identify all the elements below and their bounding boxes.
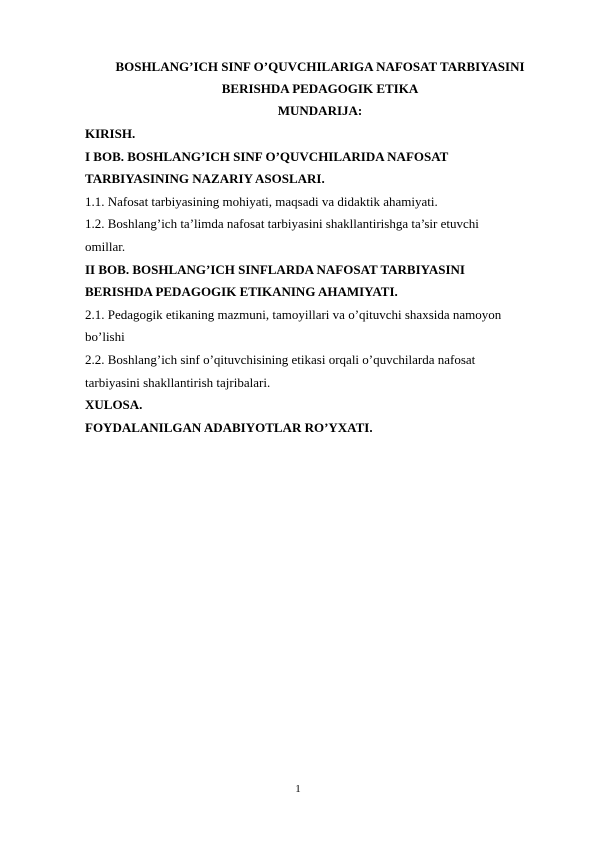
toc-entry-chapter-2-line-1: II BOB. BOSHLANG’ICH SINFLARDA NAFOSAT TARBIYASINI xyxy=(85,261,465,277)
table-of-contents xyxy=(85,123,555,439)
toc-entry-section-1-2-line-2: omillar. xyxy=(85,238,126,254)
table-of-contents-heading: MUNDARIJA: xyxy=(277,103,363,118)
toc-entry-chapter-1-line-1: I BOB. BOSHLANG’ICH SINF O’QUVCHILARIDA NAFOSAT xyxy=(85,148,449,164)
page-number: 1 xyxy=(295,783,301,795)
toc-entry-section-1-2-line-1: 1.2. Boshlang’ich ta’limda nafosat tarbiyasini shakllantirishga ta’sir etuvchi xyxy=(85,216,479,232)
toc-entry-introduction: KIRISH. xyxy=(85,126,136,141)
toc-entry-chapter-1-line-2: TARBIYASINING NAZARIY ASOSLARI. xyxy=(85,171,325,187)
toc-entry-section-2-2-line-1: 2.2. Boshlang’ich sinf o’qituvchisining etikasi orqali o’quvchilarda nafosat xyxy=(85,351,476,367)
toc-entry-section-2-1-line-2: bo’lishi xyxy=(85,329,125,345)
toc-entry-chapter-2-line-2: BERISHDA PEDAGOGIK ETIKANING AHAMIYATI. xyxy=(85,284,398,300)
toc-entry-conclusion: XULOSA. xyxy=(85,397,143,413)
toc-entry-section-2-1-line-1: 2.1. Pedagogik etikaning mazmuni, tamoyillari va o’qituvchi shaxsida namoyon xyxy=(85,306,502,322)
toc-entry-section-2-2-line-2: tarbiyasini shakllantirish tajribalari. xyxy=(85,374,271,390)
document-title-line-2: BERISHDA PEDAGOGIK ETIKA xyxy=(221,81,419,96)
title-block xyxy=(60,56,580,122)
document-title-line-1: BOSHLANG’ICH SINF O’QUVCHILARIGA NAFOSAT TARBIYASINI xyxy=(115,59,525,74)
toc-entry-references: FOYDALANILGAN ADABIYOTLAR RO’YXATI. xyxy=(85,419,373,435)
toc-entry-section-1-1: 1.1. Nafosat tarbiyasining mohiyati, maqsadi va didaktik ahamiyati. xyxy=(85,193,438,209)
